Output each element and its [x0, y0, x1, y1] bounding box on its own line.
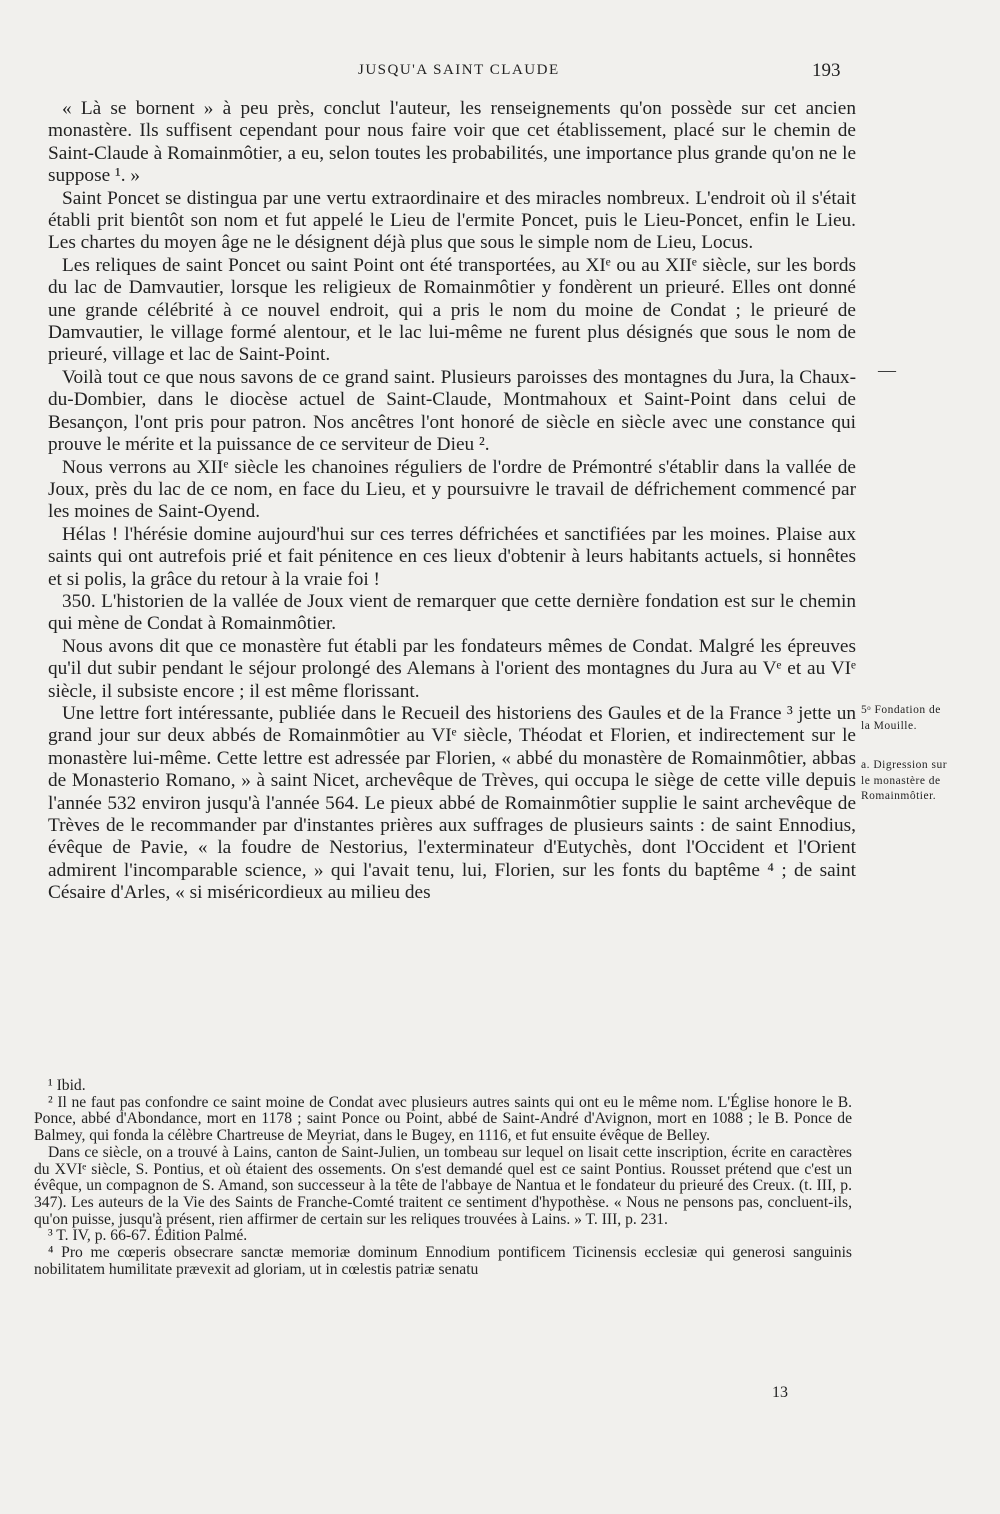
paragraph: Nous verrons au XIIᵉ siècle les chanoines réguliers de l'ordre de Prémontré s'établir dans la vallée de Joux, près du lac de ce nom, en face du Lieu, et y poursuivre le travail de défrichement commencé par les moines de Saint-Oyend.: [48, 456, 856, 523]
main-text: [48, 98, 856, 905]
footnote: ² Il ne faut pas confondre ce saint moine de Condat avec plusieurs autres saints qui ont eu le même nom. L'Église honore le B. Ponce, abbé d'Abondance, mort en 1178 ; saint Ponce ou Point, abbé de Saint-André d'Avignon, mort en 1088 ; le B. Ponce de Balmey, qui fonda la célèbre Chartreuse de Meyriat, dans le Bugey, en 1116, et fut ensuite évêque de Belley.: [34, 1093, 852, 1145]
paragraph: « Là se bornent » à peu près, conclut l'auteur, les renseignements qu'on possède sur cet ancien monastère. Ils suffisent cependant pour nous faire voir que cet établissement, placé sur le chemin de Saint-Claude à Romainmôtier, a eu, selon toutes les probabilités, une importance plus grande qu'on ne le suppose ¹. »: [48, 98, 856, 187]
paragraph: Les reliques de saint Poncet ou saint Point ont été transportées, au XIᵉ ou au XIIᵉ siècle, sur les bords du lac de Damvautier, lorsque les religieux de Romainmôtier y fondèrent un prieuré. Elles ont donné une grande célébrité à ce nouvel endroit, qui a pris le nom du moine de Condat ; le prieuré de Damvautier, le village formé alentour, et le lac lui-même ne furent plus désignés que sous le nom de prieuré, village et lac de Saint-Point.: [48, 254, 856, 366]
paragraph: Une lettre fort intéressante, publiée dans le Recueil des historiens des Gaules et de la France ³ jette un grand jour sur deux abbés de Romainmôtier au VIᵉ siècle, Théodat et Florien, et indirectement sur le monastère lui-même. Cette lettre est adressée par Florien, « abbé du monastère de Romainmôtier, abbas de Monasterio Romano, » à saint Nicet, archevêque de Trèves, qui occupa le siège de cette ville depuis l'année 532 environ jusqu'à l'année 564. Le pieux abbé de Romainmôtier supplie le saint archevêque de Trèves de le recommander par d'instantes prières aux suffrages de plusieurs saints : de saint Ennodius, évêque de Pavie, « la foudre de Nestorius, l'exterminateur d'Eutychès, dont l'Occident et l'Orient admirent l'incomparable science, » qui l'avait tenu, lui, Florien, sur les fonts du baptême ⁴ ; de saint Césaire d'Arles, « si miséricordieux au milieu des: [48, 702, 856, 904]
signature-mark: 13: [772, 1384, 788, 1401]
footnote: ³ T. IV, p. 66-67. Édition Palmé.: [48, 1227, 248, 1245]
page-number: 193: [812, 60, 841, 81]
running-title: JUSQU'A SAINT CLAUDE: [358, 62, 560, 78]
paragraph: Hélas ! l'hérésie domine aujourd'hui sur ces terres défrichées et sanctifiées par les moines. Plaise aux saints qui ont autrefois prié et fait pénitence en ces lieux d'obtenir à leurs habitants actuels, si honnêtes et si polis, la grâce du retour à la vraie foi !: [48, 523, 856, 590]
paragraph: 350. L'historien de la vallée de Joux vient de remarquer que cette dernière fondation est sur le chemin qui mène de Condat à Romainmôtier.: [48, 590, 856, 635]
footnotes: [34, 1078, 852, 1278]
margin-note-digression: a. Digression sur le monastère de Romainmôtier.: [861, 759, 948, 802]
footnote: ¹ Ibid.: [48, 1077, 86, 1094]
margin-note-fondation: 5ᵒ Fondation de la Mouille.: [861, 704, 941, 732]
running-head: [0, 60, 1000, 84]
paragraph: Saint Poncet se distingua par une vertu extraordinaire et des miracles nombreux. L'endroit où il s'était établi prit bientôt son nom et fut appelé le Lieu de l'ermite Poncet, puis le Lieu-Poncet, enfin le Lieu. Les chartes du moyen âge ne le désignent déjà plus que sous le simple nom de Lieu, Locus.: [48, 187, 856, 254]
footnote: Dans ce siècle, on a trouvé à Lains, canton de Saint-Julien, un tombeau sur lequel on lisait cette inscription, écrite en caractères du XVIᵉ siècle, S. Pontius, et où étaient des ossements. On s'est demandé quel est ce saint Pontius. Rousset prétend que c'est un évêque, un compagnon de S. Amand, son successeur à la tête de l'abbaye de Nantua et le fondateur du prieuré des Creux. (t. III, p. 347). Les auteurs de la Vie des Saints de Franche-Comté traitent ce sentiment d'hypothèse. « Nous ne pensons pas, concluent-ils, qu'on puisse, jusqu'à présent, rien affirmer de certain sur les reliques trouvées à Lains. » T. III, p. 231.: [34, 1143, 852, 1228]
footnote: ⁴ Pro me cœperis obsecrare sanctæ memoriæ dominum Ennodium pontificem Ticinensis ecclesiæ qui generosi sanguinis nobilitatem humilitate prævexit ad gloriam, ut in cœlestis patriæ senatu: [34, 1244, 852, 1278]
paragraph: Voilà tout ce que nous savons de ce grand saint. Plusieurs paroisses des montagnes du Jura, la Chaux-du-Dombier, dans le diocèse actuel de Saint-Claude, Montmahoux et Saint-Point dans celui de Besançon, l'ont pris pour patron. Nos ancêtres l'ont honoré de siècle en siècle avec une constance qui prouve le mérite et la puissance de ce serviteur de Dieu ².: [48, 366, 856, 456]
paragraph: Nous avons dit que ce monastère fut établi par les fondateurs mêmes de Condat. Malgré les épreuves qu'il dut subir pendant le séjour prolongé des Alemans à l'orient des montagnes du Jura au Vᵉ et au VIᵉ siècle, il subsiste encore ; il est même florissant.: [48, 635, 856, 702]
margin-dash: —: [878, 360, 896, 380]
